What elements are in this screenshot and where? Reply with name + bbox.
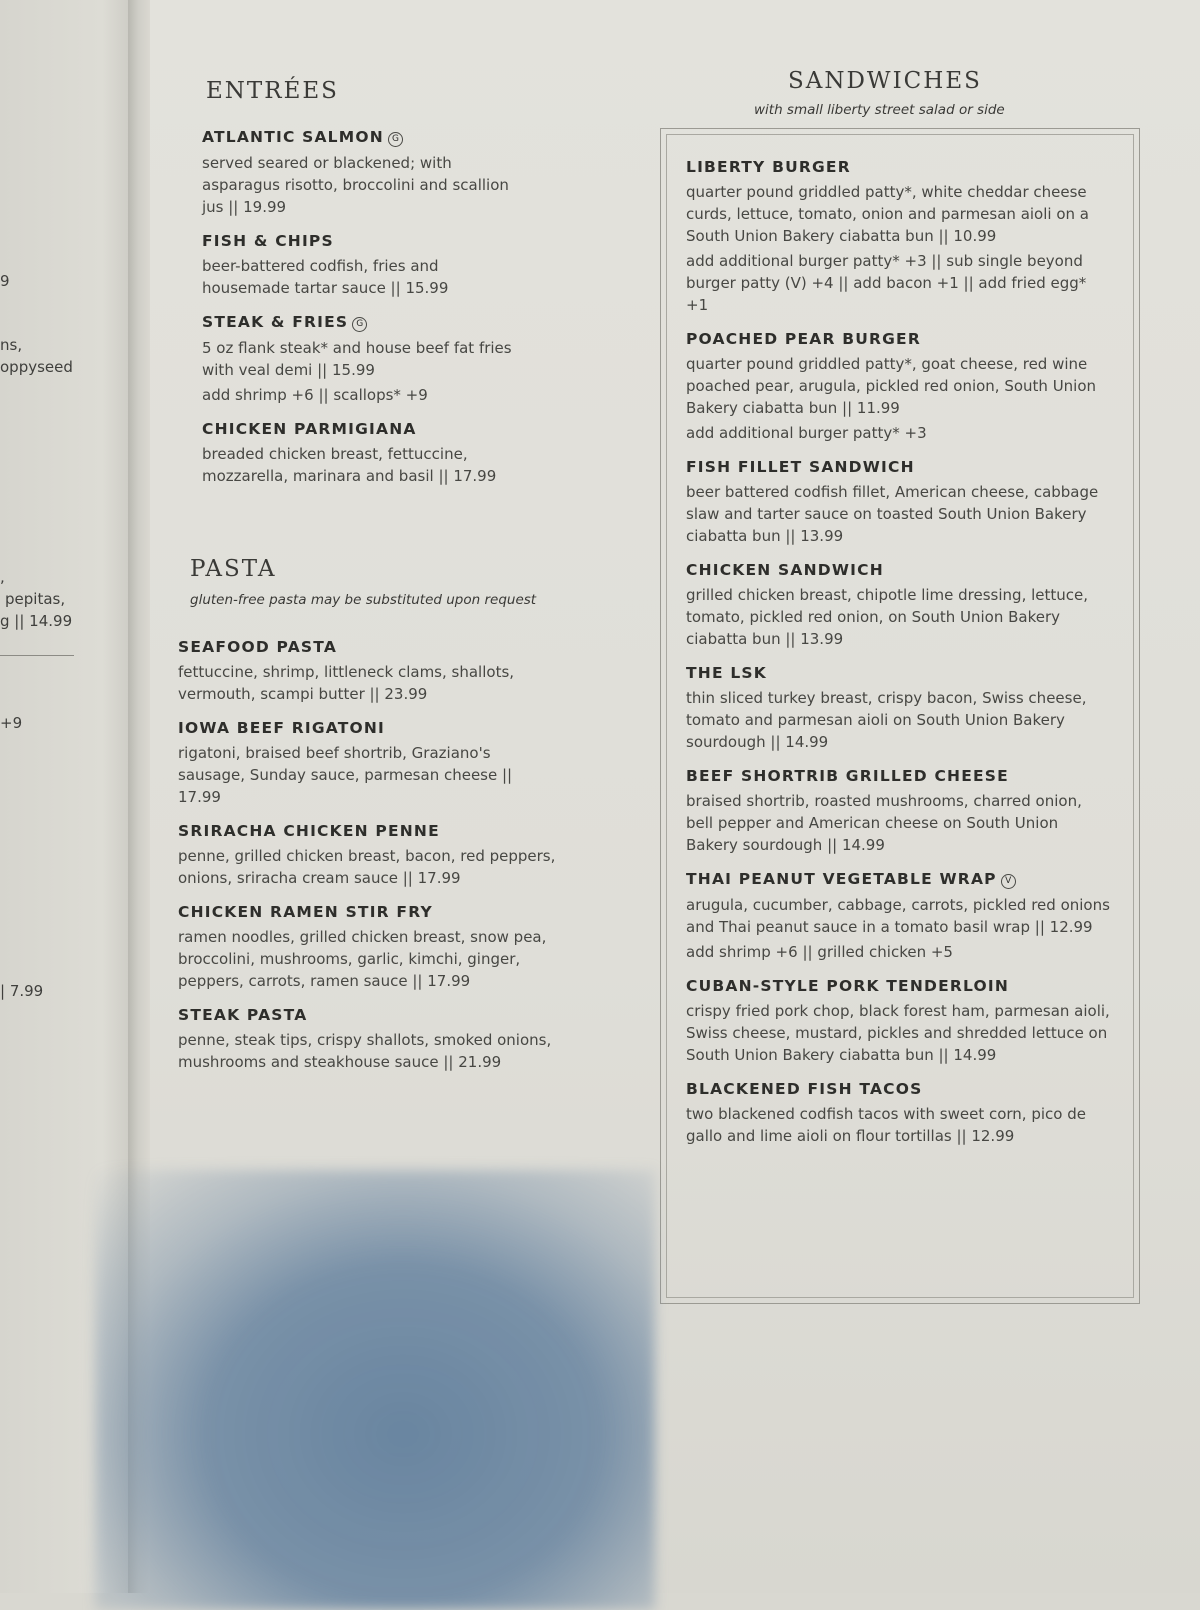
entrees-title: ENTRÉES	[206, 78, 339, 104]
entrees-list	[202, 128, 522, 501]
gluten-free-icon: G	[352, 317, 367, 332]
menu-item-description: rigatoni, braised beef shortrib, Graziano's sausage, Sunday sauce, parmesan cheese || 17.99	[178, 744, 513, 806]
menu-item	[686, 870, 1110, 963]
menu-item	[202, 232, 522, 299]
menu-item-name: STEAK & FRIES	[202, 313, 349, 331]
menu-item-addon: add additional burger patty* +3	[686, 424, 927, 442]
menu-item-name: BEEF SHORTRIB GRILLED CHEESE	[686, 767, 1009, 785]
menu-item	[202, 313, 522, 406]
menu-item-name: THE LSK	[686, 664, 767, 682]
phone-shadow	[95, 1170, 655, 1610]
gluten-free-icon: G	[388, 132, 403, 147]
menu-item	[178, 1006, 558, 1073]
menu-item-description: arugula, cucumber, cabbage, carrots, pickled red onions and Thai peanut sauce in a tomato basil wrap || 12.99	[686, 896, 1110, 936]
left-fragment: oppyseed	[0, 358, 73, 376]
menu-item	[686, 977, 1110, 1066]
menu-item-name: SRIRACHA CHICKEN PENNE	[178, 822, 440, 840]
menu-item	[686, 330, 1110, 444]
menu-item-addon: add additional burger patty* +3 || sub single beyond burger patty (V) +4 || add bacon +1 || add fried egg* +1	[686, 252, 1087, 314]
menu-item-description: thin sliced turkey breast, crispy bacon, Swiss cheese, tomato and parmesan aioli on South Union Bakery sourdough || 14.99	[686, 689, 1087, 751]
menu-item-name: CUBAN-STYLE PORK TENDERLOIN	[686, 977, 1010, 995]
menu-item-addon: add shrimp +6 || grilled chicken +5	[686, 943, 953, 961]
menu-item-description: grilled chicken breast, chipotle lime dressing, lettuce, tomato, pickled red onion, on South Union Bakery ciabatta bun || 13.99	[686, 586, 1089, 648]
menu-item	[686, 458, 1110, 547]
menu-item-description: braised shortrib, roasted mushrooms, charred onion, bell pepper and American cheese on South Union Bakery sourdough || 14.99	[686, 792, 1082, 854]
menu-item-name: POACHED PEAR BURGER	[686, 330, 921, 348]
sandwiches-subtitle: with small liberty street salad or side	[754, 102, 1005, 118]
menu-item-name: FISH FILLET SANDWICH	[686, 458, 915, 476]
pasta-title: PASTA	[190, 556, 277, 582]
menu-item	[178, 822, 558, 889]
menu-item	[686, 158, 1110, 316]
left-fragment: ns,	[0, 336, 23, 354]
menu-item-description: fettuccine, shrimp, littleneck clams, shallots, vermouth, scampi butter || 23.99	[178, 663, 515, 703]
menu-item-name: IOWA BEEF RIGATONI	[178, 719, 386, 737]
left-fragment: ,	[0, 568, 5, 586]
menu-item-description: breaded chicken breast, fettuccine, mozzarella, marinara and basil || 17.99	[202, 445, 497, 485]
menu-item	[686, 767, 1110, 856]
left-divider	[0, 655, 74, 656]
menu-item-description: 5 oz flank steak* and house beef fat fries with veal demi || 15.99	[202, 339, 512, 379]
menu-item-name: BLACKENED FISH TACOS	[686, 1080, 923, 1098]
menu-item	[202, 128, 522, 218]
left-fragment: 9	[0, 272, 10, 290]
menu-item-name: CHICKEN RAMEN STIR FRY	[178, 903, 433, 921]
menu-item-name: FISH & CHIPS	[202, 232, 334, 250]
menu-item-description: crispy fried pork chop, black forest ham, parmesan aioli, Swiss cheese, mustard, pickles and shredded lettuce on South Union Bakery ciabatta bun || 14.99	[686, 1002, 1110, 1064]
left-fragment: g || 14.99	[0, 612, 73, 630]
menu-item-name: CHICKEN SANDWICH	[686, 561, 884, 579]
menu-item-name: LIBERTY BURGER	[686, 158, 851, 176]
menu-item-description: quarter pound griddled patty*, white cheddar cheese curds, lettuce, tomato, onion and parmesan aioli on a South Union Bakery ciabatta bun || 10.99	[686, 183, 1089, 245]
menu-item-name: SEAFOOD PASTA	[178, 638, 338, 656]
menu-item	[178, 719, 558, 808]
menu-item	[202, 420, 522, 487]
vegetarian-icon: V	[1001, 874, 1016, 889]
menu-item-name: CHICKEN PARMIGIANA	[202, 420, 417, 438]
menu-item-description: penne, grilled chicken breast, bacon, red peppers, onions, sriracha cream sauce || 17.99	[178, 847, 556, 887]
menu-item-description: two blackened codfish tacos with sweet corn, pico de gallo and lime aioli on flour tortillas || 12.99	[686, 1105, 1086, 1145]
menu-item	[178, 903, 558, 992]
menu-item-description: penne, steak tips, crispy shallots, smoked onions, mushrooms and steakhouse sauce || 21.99	[178, 1031, 552, 1071]
menu-item-description: beer battered codfish fillet, American cheese, cabbage slaw and tarter sauce on toasted South Union Bakery ciabatta bun || 13.99	[686, 483, 1099, 545]
pasta-list	[178, 638, 558, 1087]
menu-item	[686, 561, 1110, 650]
sandwiches-list	[686, 158, 1110, 1161]
left-fragment: | 7.99	[0, 982, 44, 1000]
menu-item	[686, 1080, 1110, 1147]
pasta-subtitle: gluten-free pasta may be substituted upon request	[190, 592, 537, 608]
menu-item	[178, 638, 558, 705]
menu-item-name: STEAK PASTA	[178, 1006, 308, 1024]
left-fragment: pepitas,	[5, 590, 66, 608]
menu-item-name: ATLANTIC SALMON	[202, 128, 384, 146]
menu-item	[686, 664, 1110, 753]
sandwiches-title: SANDWICHES	[788, 68, 982, 94]
menu-item-description: ramen noodles, grilled chicken breast, snow pea, broccolini, mushrooms, garlic, kimchi, ginger, peppers, carrots, ramen sauce || 17.99	[178, 928, 547, 990]
menu-item-addon: add shrimp +6 || scallops* +9	[202, 386, 428, 404]
menu-item-description: beer-battered codfish, fries and housemade tartar sauce || 15.99	[202, 257, 449, 297]
menu-item-description: quarter pound griddled patty*, goat cheese, red wine poached pear, arugula, pickled red onion, South Union Bakery ciabatta bun || 11.99	[686, 355, 1097, 417]
left-fragment: +9	[0, 714, 23, 732]
menu-item-description: served seared or blackened; with asparagus risotto, broccolini and scallion jus || 19.99	[202, 154, 509, 216]
menu-item-name: THAI PEANUT VEGETABLE WRAP	[686, 870, 997, 888]
